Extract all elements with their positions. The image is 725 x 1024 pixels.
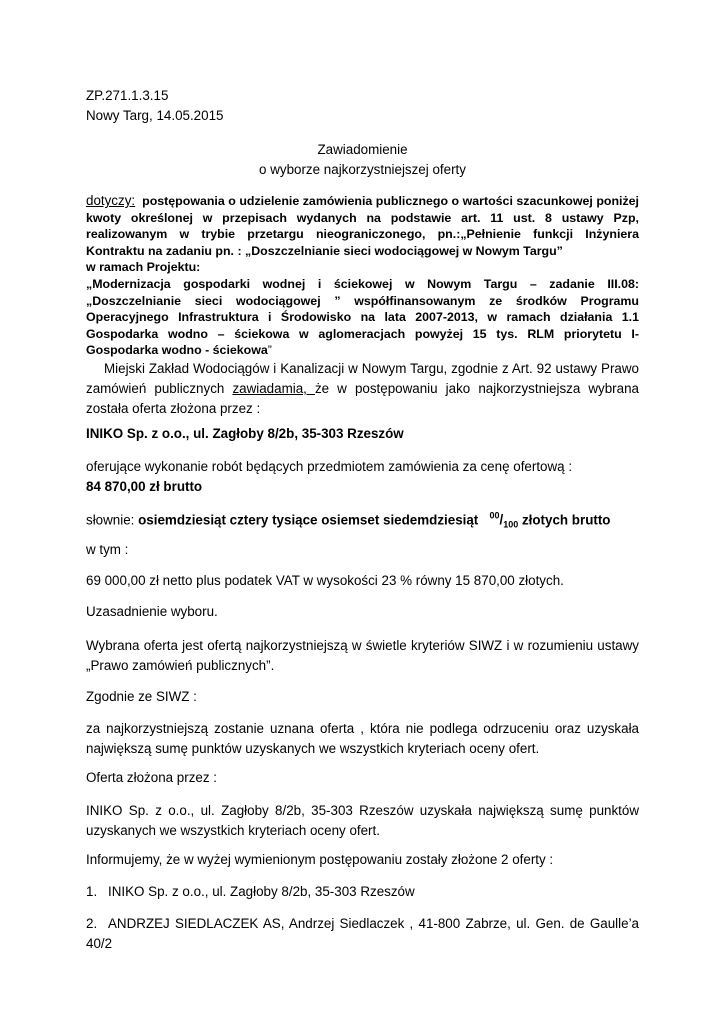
- offers-list-item-1: [86, 882, 639, 902]
- offer-number: 1.: [86, 884, 98, 899]
- winner-name: INIKO Sp. z o.o., ul. Zagłoby 8/2b, 35-303 Rzeszów: [86, 426, 404, 441]
- notice-part-1: Miejski Zakład Wodociągów i Kanalizacji w Nowym Targu, zgodnie z Art. 92 ustawy Prawo zamówień publicznych: [86, 361, 639, 396]
- words-line: [86, 506, 639, 535]
- subject-line-3-end: ”: [267, 343, 272, 358]
- offers-list-item-2: [86, 914, 639, 954]
- notice-part-2: że w postępowaniu jako najkorzystniejsza wybrana została oferta złożona przez :: [86, 381, 639, 416]
- document-header: [86, 86, 223, 126]
- words-currency: złotych brutto: [521, 512, 611, 528]
- title-line-2: o wyborze najkorzystniejszej oferty: [259, 162, 466, 177]
- subject-line-3: „Modernizacja gospodarki wodnej i ściekowej w Nowym Targu – zadanie III.08:„Doszczelnianie sieci wodociągowej ” współfinansowanym ze środków Programu Operacyjnego Infrastruktura i Środowisko na lata 2007-2013, w ramach działania 1.1 Gospodarka wodno – ściekowa w aglomeracjach powyżej 15 tys. RLM priorytetu I- Gospodarka wodno - ściekowa: [86, 276, 639, 358]
- offer-by-text: INIKO Sp. z o.o., ul. Zagłoby 8/2b, 35-303 Rzeszów uzyskała największą sumę punktów uzyskanych we wszystkich kryteriach oceny ofert.: [86, 803, 639, 838]
- offer-text: oferujące wykonanie robót będących przedmiotem zamówienia za cenę ofertową :: [86, 459, 573, 474]
- offer-price: 84 870,00 zł brutto: [86, 479, 203, 494]
- words-slash: /: [499, 512, 504, 528]
- subject-label: dotyczy:: [86, 193, 136, 208]
- including-label: w tym :: [86, 542, 129, 557]
- subject-line-1: postępowania o udzielenie zamówienia publicznego o wartości szacunkowej poniżej kwoty określonej w przepisach wydanych na podstawie art. 11 ust. 8 ustawy Pzp, realizowanym w trybie przetargu nieograniczonego, pn.:„Pełnienie funkcji Inżyniera Kontraktu na zadaniu pn. : „Doszczelnianie sieci wodociągowej w Nowym Targu”: [86, 194, 640, 258]
- net-line: 69 000,00 zł netto plus podatek VAT w wysokości 23 % równy 15 870,00 złotych.: [86, 573, 564, 588]
- document-title: [86, 140, 639, 180]
- subject-paragraph: [86, 193, 639, 259]
- words-amount: osiemdziesiąt cztery tysiące osiemset siedemdziesiąt: [138, 512, 479, 528]
- title-line-1: Zawiadomienie: [317, 142, 408, 157]
- offer-by-heading: Oferta złożona przez :: [86, 770, 217, 785]
- offer-entry: INIKO Sp. z o.o., ul. Zagłoby 8/2b, 35-303 Rzeszów: [108, 884, 415, 899]
- offer-paragraph: [86, 457, 639, 497]
- place-date: Nowy Targ, 14.05.2015: [86, 108, 224, 123]
- subject-paragraph-2: [86, 276, 639, 359]
- siwz-text: za najkorzystniejszą zostanie uznana oferta , która nie podlega odrzuceniu oraz uzyskała największą sumę punktów uzyskanych we wszystkich kryteriach oceny ofert.: [86, 721, 639, 756]
- inform-line: Informujemy, że w wyżej wymienionym postępowaniu zostały złożone 2 oferty :: [86, 852, 554, 867]
- siwz-heading: Zgodnie ze SIWZ :: [86, 689, 197, 704]
- subject-block: [86, 193, 639, 359]
- reference-number: ZP.271.1.3.15: [86, 88, 169, 103]
- justification-text: Wybrana oferta jest ofertą najkorzystniejszą w świetle kryteriów SIWZ i w rozumieniu ustawy „Prawo zamówień publicznych”.: [86, 638, 639, 673]
- notice-underlined: zawiadamia,: [232, 381, 315, 396]
- words-label: słownie:: [86, 512, 135, 528]
- words-sup: 00: [489, 511, 500, 521]
- subject-line-2: w ramach Projektu:: [86, 260, 201, 275]
- offer-number: 2.: [86, 916, 98, 931]
- offer-entry: ANDRZEJ SIEDLACZEK AS, Andrzej Siedlaczek , 41-800 Zabrze, ul. Gen. de Gaulle’a 40/2: [86, 916, 639, 951]
- justification-heading: Uzasadnienie wyboru.: [86, 604, 218, 619]
- words-sub: 100: [503, 520, 519, 531]
- winner-line: [86, 424, 639, 444]
- notice-paragraph: [86, 359, 639, 419]
